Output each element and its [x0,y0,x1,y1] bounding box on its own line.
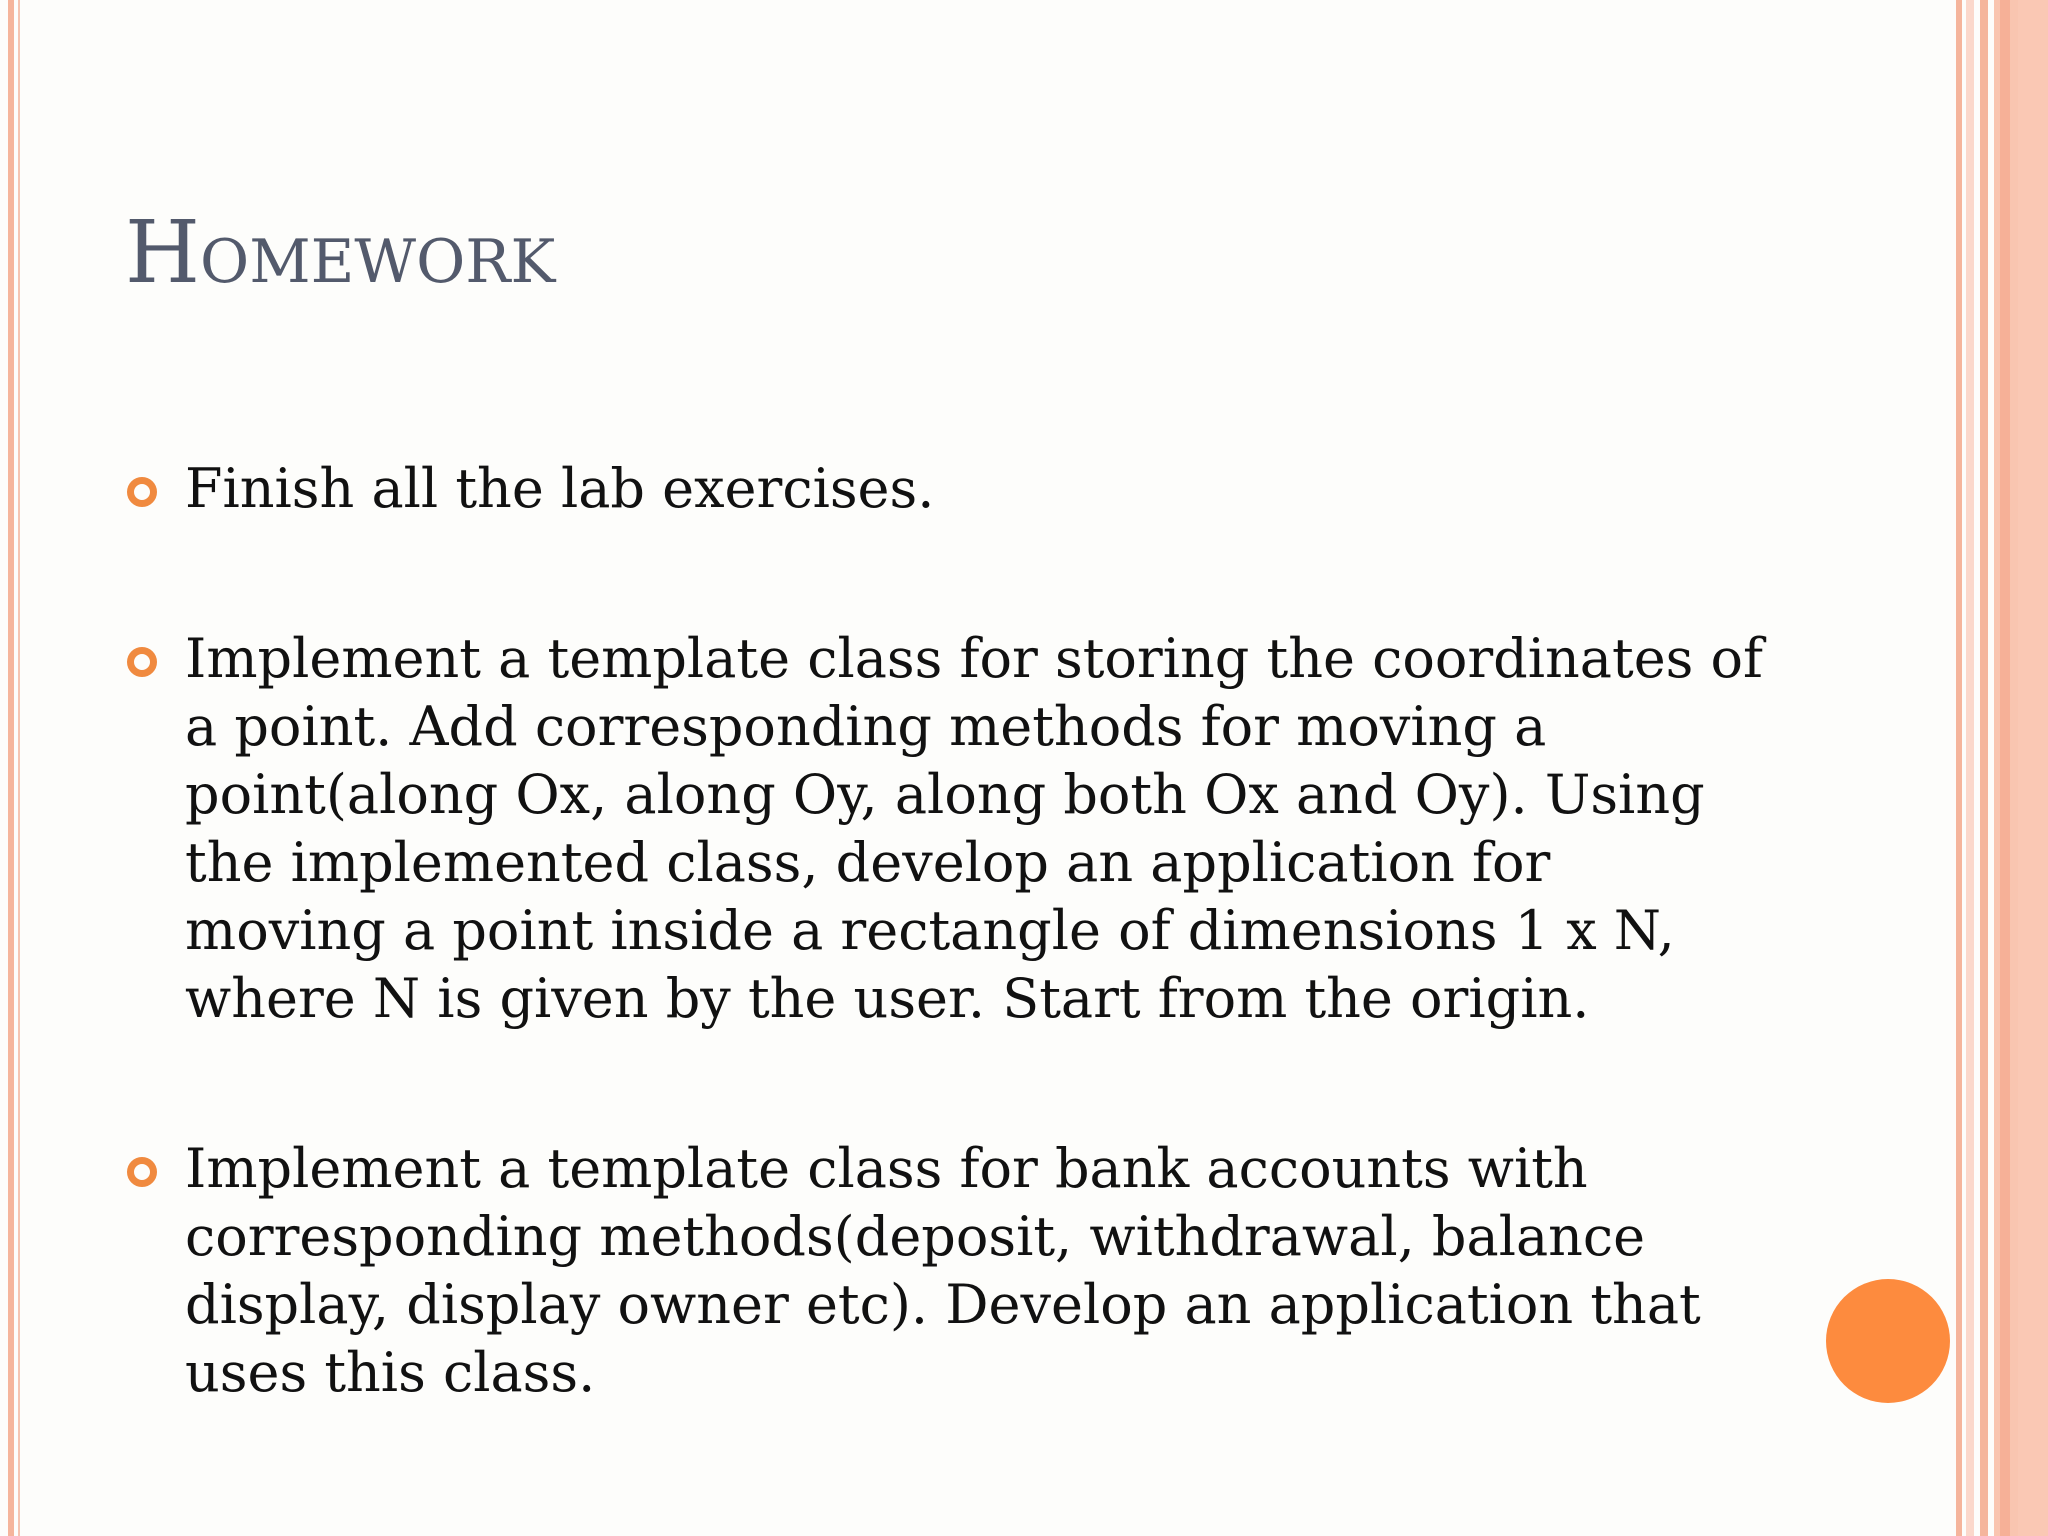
bullet-text: Implement a template class for bank accounts with corresponding methods(deposit, withdrawal, balance display, display owner etc). Develop an application that uses this class. [185,1137,1701,1404]
hollow-circle-bullet-icon [127,477,157,507]
right-border-stripe-outer [2018,0,2048,1536]
hollow-circle-bullet-icon [127,1157,157,1187]
orange-dot-icon [1826,1279,1950,1403]
bullet-item-bank-account-class [125,1135,1765,1407]
bullet-list [125,455,1765,1407]
bullet-text: Implement a template class for storing the coordinates of a point. Add corresponding methods for moving a point(along Ox, along Oy, along both Ox and Oy). Using the implemented class, develop an application for moving a point inside a rectangle of dimensions 1 x N, where N is given by the user. Start from the origin. [185,627,1764,1030]
bullet-item-point-class [125,625,1765,1033]
right-border-stripe-inner [1956,0,1962,1536]
bullet-item-lab-exercises [125,455,1765,523]
bullet-text: Finish all the lab exercises. [185,457,935,520]
right-border-stripe-mid [1980,0,1988,1536]
hollow-circle-bullet-icon [127,647,157,677]
left-border-stripe [8,0,14,1536]
right-border-stripe-dark [2000,0,2010,1536]
left-border-stripe-thin [18,0,20,1536]
slide-title: Homework [125,203,556,303]
right-border-stripe-light [1966,0,1974,1536]
